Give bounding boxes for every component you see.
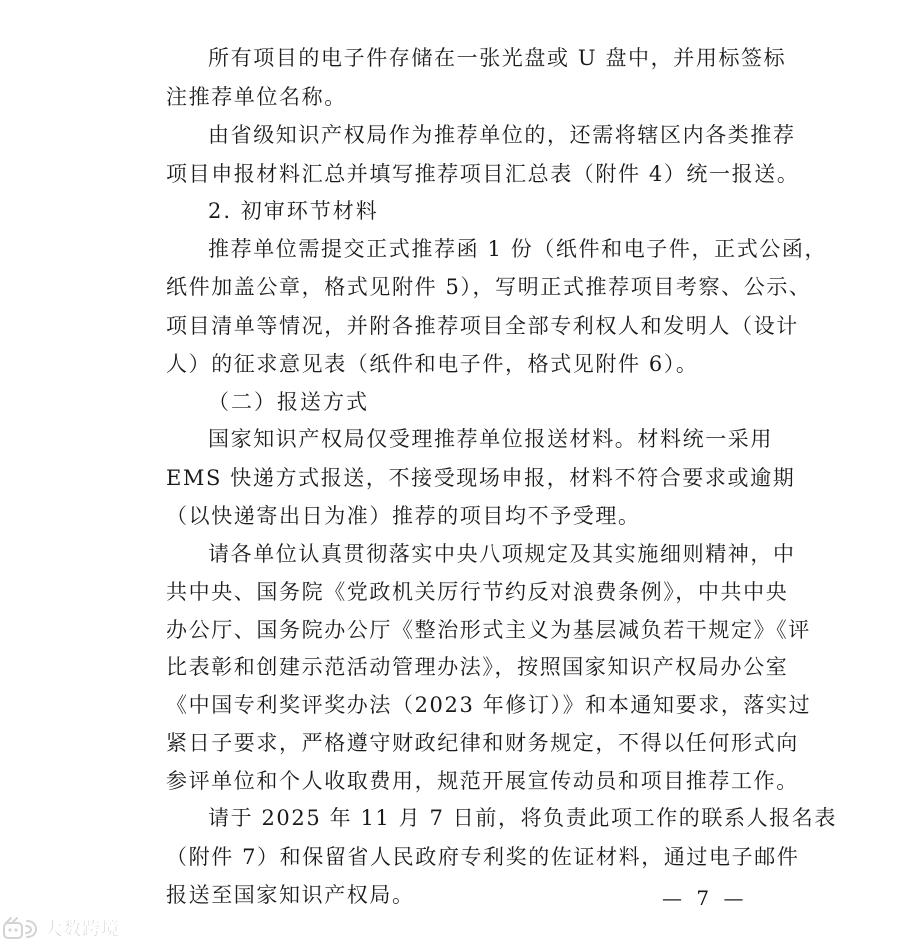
text-line: 比表彰和创建示范活动管理办法》，按照国家知识产权局办公室 (166, 655, 789, 679)
text-line: 参评单位和个人收取费用，规范开展宣传动员和项目推荐工作。 (166, 769, 799, 793)
text-line: 国家知识产权局仅受理推荐单位报送材料。材料统一采用 (208, 427, 773, 451)
text-line: EMS 快递方式报送，不接受现场申报，材料不符合要求或逾期 (166, 466, 796, 490)
text-line: 人）的征求意见表（纸件和电子件，格式见附件 6）。 (166, 352, 699, 376)
text-line: 办公厅、国务院办公厅《整治形式主义为基层减负若干规定》《评 (166, 618, 811, 642)
text-line: 项目申报材料汇总并填写推荐项目汇总表（附件 4）统一报送。 (166, 162, 800, 186)
page-number: — 7 — (662, 886, 748, 910)
section-heading: （二）报送方式 (208, 390, 369, 414)
text-line: 项目清单等情况，并附各推荐项目全部专利权人和发明人（设计 (166, 314, 799, 338)
watermark-text: 大数跨境 (44, 919, 120, 940)
text-line: 注推荐单位名称。 (166, 85, 347, 109)
text-line: 《中国专利奖评奖办法（2023 年修订）》和本通知要求，落实过 (166, 693, 812, 717)
text-line: 所有项目的电子件存储在一张光盘或 U 盘中，并用标签标 (208, 46, 787, 70)
watermark (2, 915, 120, 941)
text-line: 请于 2025 年 11 月 7 日前，将负责此项工作的联系人报名表 (208, 806, 837, 830)
text-line: 由省级知识产权局作为推荐单位的，还需将辖区内各类推荐 (208, 123, 796, 147)
text-line: 报送至国家知识产权局。 (166, 883, 415, 907)
text-line: 纸件加盖公章，格式见附件 5），写明正式推荐项目考察、公示、 (166, 275, 812, 299)
section-subheading: 2. 初审环节材料 (208, 199, 379, 223)
text-line: 推荐单位需提交正式推荐函 1 份（纸件和电子件，正式公函， (208, 237, 828, 261)
text-line: （附件 7）和保留省人民政府专利奖的佐证材料，通过电子邮件 (166, 845, 800, 869)
text-line: 紧日子要求，严格遵守财政纪律和财务规定，不得以任何形式向 (166, 731, 799, 755)
text-line: 共中央、国务院《党政机关厉行节约反对浪费条例》，中共中央 (166, 580, 789, 604)
bilibili-style-logo-icon (2, 915, 40, 941)
text-line: 请各单位认真贯彻落实中央八项规定及其实施细则精神，中 (208, 542, 796, 566)
text-line: （以快递寄出日为准）推荐的项目均不予受理。 (166, 504, 641, 528)
